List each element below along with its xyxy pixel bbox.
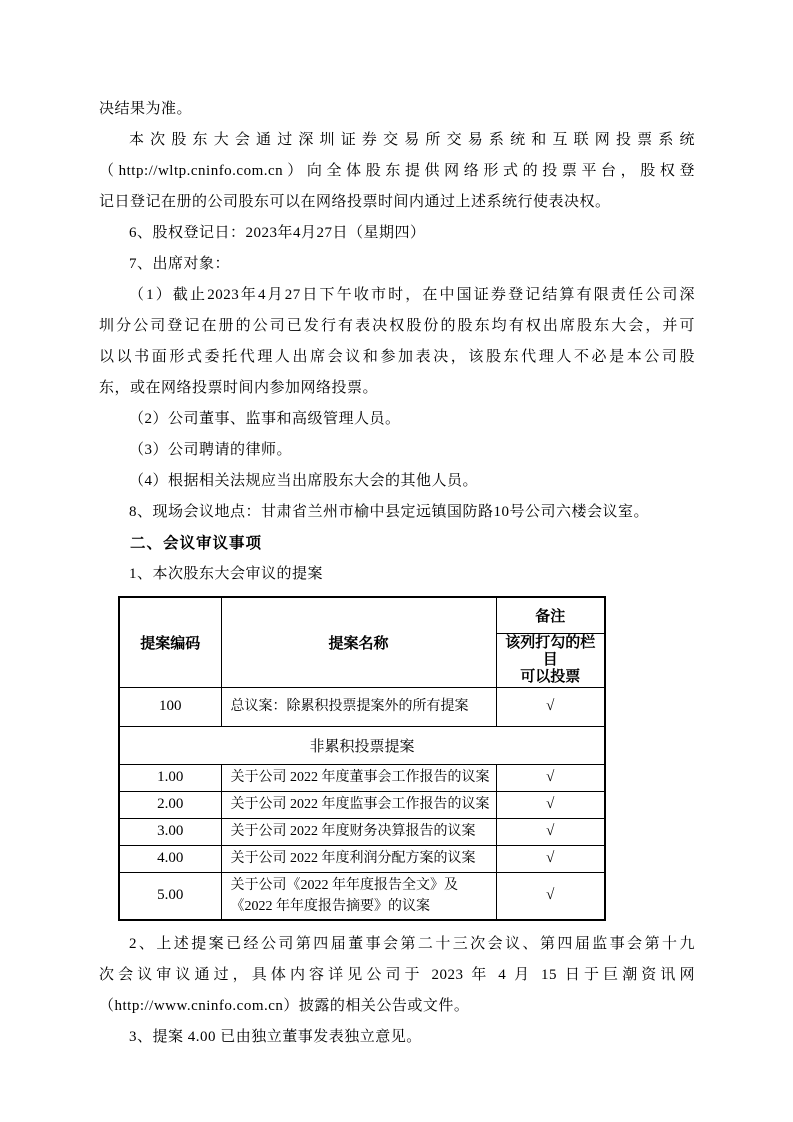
section-label: 非累积投票提案	[119, 726, 605, 764]
paragraph	[99, 435, 695, 466]
remark-note-line: 该列打勾的栏目	[505, 634, 596, 668]
paragraph	[99, 497, 695, 528]
text-line: （http://wltp.cninfo.com.cn）向全体股东提供网络形式的投票平台，股权登	[99, 163, 695, 179]
text-line: （3）公司聘请的律师。	[129, 442, 293, 458]
votable-checkmark: √	[496, 845, 605, 872]
text-line: （http://www.cninfo.com.cn）披露的相关公告或文件。	[99, 997, 470, 1014]
table-row	[119, 872, 605, 920]
text-line: 以以书面形式委托代理人出席会议和参加表决，该股东代理人不必是本公司股	[99, 349, 695, 365]
text-line: 决结果为准。	[99, 101, 193, 117]
votable-checkmark: √	[496, 791, 605, 818]
text-line: 1、本次股东大会审议的提案	[129, 566, 324, 582]
text-line: （1）截止2023年4月27日下午收市时，在中国证券登记结算有限责任公司深	[129, 287, 695, 303]
proposal-name: 关于公司 2022 年度利润分配方案的议案	[221, 845, 496, 872]
text-line: 圳分公司登记在册的公司已发行有表决权股份的股东均有权出席股东大会，并可	[99, 318, 695, 334]
col-header-proposal-code: 提案编码	[119, 597, 221, 687]
table-row	[119, 791, 605, 818]
proposal-code: 4.00	[119, 845, 221, 872]
table-row	[119, 818, 605, 845]
section-heading	[99, 528, 695, 559]
votable-checkmark: √	[496, 687, 605, 726]
proposal-code: 2.00	[119, 791, 221, 818]
paragraph	[99, 125, 695, 218]
col-header-remark-note	[496, 633, 605, 687]
proposal-name: 关于公司 2022 年度监事会工作报告的议案	[221, 791, 496, 818]
proposal-code: 100	[119, 687, 221, 726]
remark-note-line: 可以投票	[520, 668, 581, 685]
text-line: 本次股东大会通过深圳证券交易所交易系统和互联网投票系统	[129, 132, 695, 148]
text-line: 2、上述提案已经公司第四届董事会第二十三次会议、第四届监事会第十九	[129, 935, 695, 952]
text-line: 8、现场会议地点：甘肃省兰州市榆中县定远镇国防路10号公司六楼会议室。	[129, 504, 650, 520]
proposal-name: 关于公司 2022 年度财务决算报告的议案	[221, 818, 496, 845]
paragraph	[99, 94, 695, 125]
proposal-table	[118, 596, 606, 921]
paragraphs-bottom	[99, 929, 695, 1053]
paragraph	[99, 1022, 695, 1053]
text-line: 东，或在网络投票时间内参加网络投票。	[99, 380, 379, 396]
proposal-name: 关于公司《2022 年年度报告全文》及《2022 年年度报告摘要》的议案	[221, 872, 496, 920]
text-line: 次会议审议通过，具体内容详见公司于 2023 年 4 月 15 日于巨潮资讯网	[99, 966, 695, 983]
paragraph	[99, 466, 695, 497]
table-header-row-1	[119, 597, 605, 633]
paragraphs-top	[99, 94, 695, 590]
text-line: （4）根据相关法规应当出席股东大会的其他人员。	[129, 473, 479, 489]
proposal-code: 5.00	[119, 872, 221, 920]
col-header-proposal-name: 提案名称	[221, 597, 496, 687]
proposal-name: 总议案：除累积投票提案外的所有提案	[221, 687, 496, 726]
votable-checkmark: √	[496, 872, 605, 920]
table-section-row	[119, 726, 605, 764]
proposal-table-body	[119, 687, 605, 920]
paragraph	[99, 929, 695, 1022]
paragraph	[99, 280, 695, 404]
document-body	[99, 0, 695, 1053]
table-row	[119, 764, 605, 791]
text-line: 3、提案 4.00 已由独立董事发表独立意见。	[129, 1028, 422, 1045]
paragraph	[99, 404, 695, 435]
votable-checkmark: √	[496, 818, 605, 845]
proposal-code: 1.00	[119, 764, 221, 791]
heading-text: 二、会议审议事项	[130, 535, 263, 552]
proposal-code: 3.00	[119, 818, 221, 845]
proposal-table-head	[119, 597, 605, 687]
votable-checkmark: √	[496, 764, 605, 791]
text-line: 7、出席对象：	[129, 256, 231, 272]
table-row	[119, 687, 605, 726]
text-line: 6、股权登记日：2023年4月27日（星期四）	[129, 225, 426, 241]
paragraph	[99, 559, 695, 590]
proposal-name: 关于公司 2022 年度董事会工作报告的议案	[221, 764, 496, 791]
text-line: 记日登记在册的公司股东可以在网络投票时间内通过上述系统行使表决权。	[99, 194, 611, 210]
table-row	[119, 845, 605, 872]
col-header-remark: 备注	[496, 597, 605, 633]
paragraph	[99, 218, 695, 249]
paragraph	[99, 249, 695, 280]
text-line: （2）公司董事、监事和高级管理人员。	[129, 411, 401, 427]
